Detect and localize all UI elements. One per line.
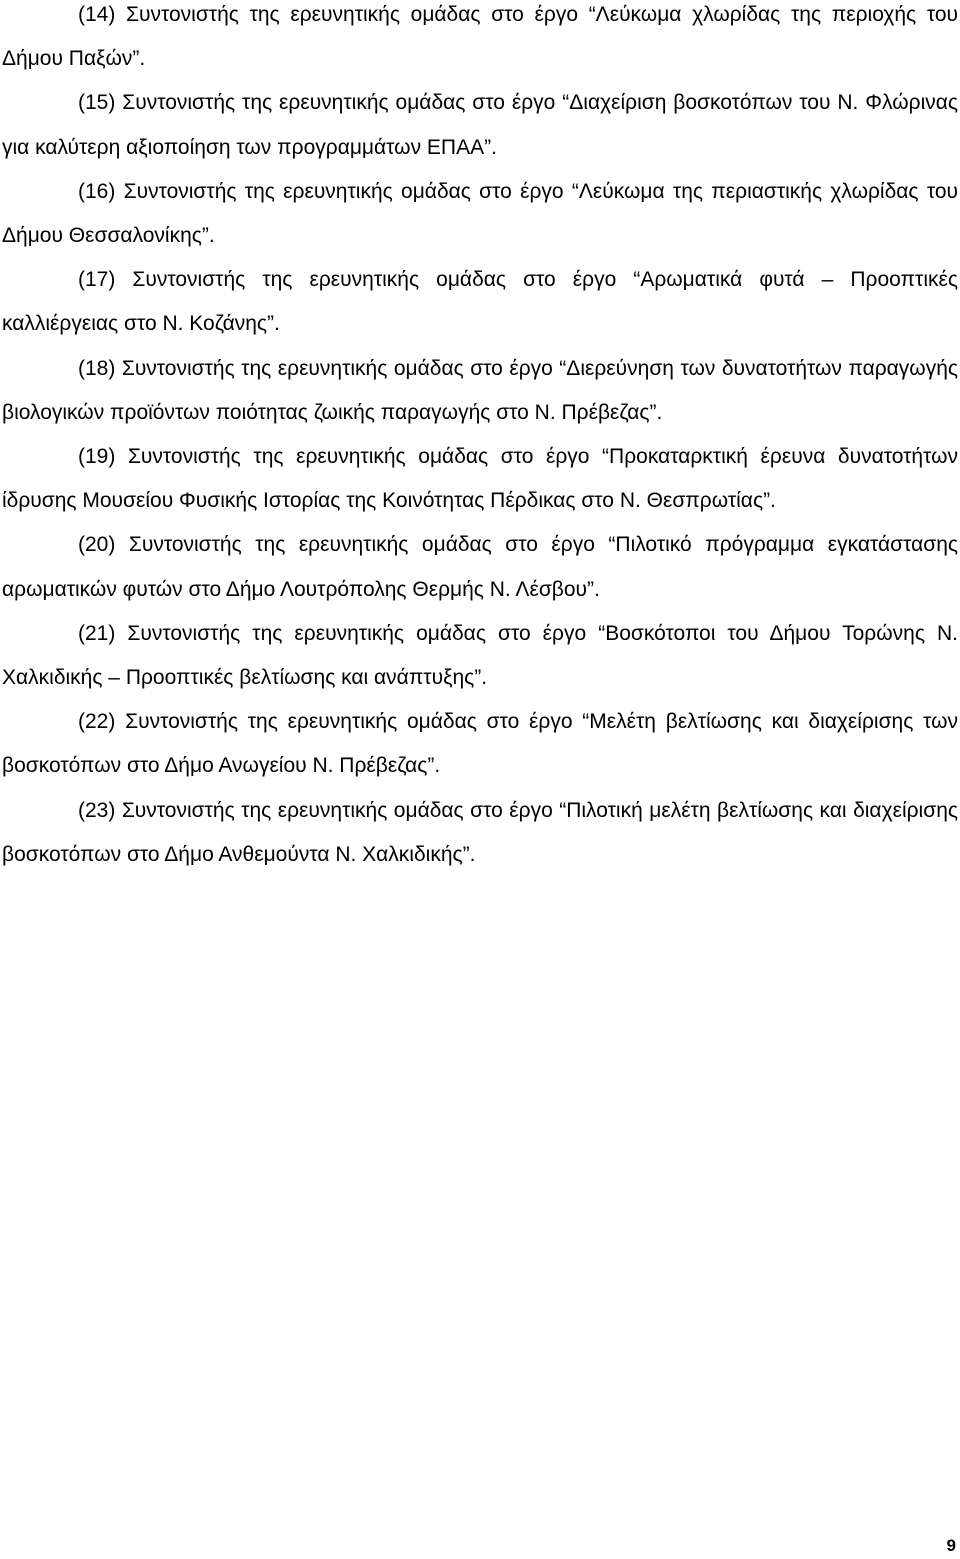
document-body [2, 0, 958, 877]
paragraph-item-14: (14) Συντονιστής της ερευνητικής ομάδας στο έργο “Λεύκωμα χλωρίδας της περιοχής του Δήμου Παξών”. [2, 3, 958, 71]
paragraph-item-17: (17) Συντονιστής της ερευνητικής ομάδας στο έργο “Αρωματικά φυτά – Προοπτικές καλλιέργειας στο Ν. Κοζάνης”. [2, 268, 958, 336]
paragraph-item-18: (18) Συντονιστής της ερευνητικής ομάδας στο έργο “Διερεύνηση των δυνατοτήτων παραγωγής βιολογικών προϊόντων ποιότητας ζωικής παραγωγής στο Ν. Πρέβεζας”. [2, 356, 958, 424]
page-number: 9 [946, 1536, 956, 1555]
paragraph-item-23: (23) Συντονιστής της ερευνητικής ομάδας στο έργο “Πιλοτική μελέτη βελτίωσης και διαχείρισης βοσκοτόπων στο Δήμο Ανθεμούντα Ν. Χαλκιδικής”. [2, 798, 958, 866]
paragraph-item-20: (20) Συντονιστής της ερευνητικής ομάδας στο έργο “Πιλοτικό πρόγραμμα εγκατάστασης αρωματικών φυτών στο Δήμο Λουτρόπολης Θερμής Ν. Λέσβου”. [2, 533, 958, 601]
paragraph-item-16: (16) Συντονιστής της ερευνητικής ομάδας στο έργο “Λεύκωμα της περιαστικής χλωρίδας του Δήμου Θεσσαλονίκης”. [2, 179, 958, 248]
paragraph-item-22: (22) Συντονιστής της ερευνητικής ομάδας στο έργο “Μελέτη βελτίωσης και διαχείρισης των βοσκοτόπων στο Δήμο Ανωγείου Ν. Πρέβεζας”. [2, 710, 958, 778]
paragraph-item-21: (21) Συντονιστής της ερευνητικής ομάδας στο έργο “Βοσκότοποι του Δήμου Τορώνης Ν. Χαλκιδικής – Προοπτικές βελτίωσης και ανάπτυξης”. [2, 621, 958, 690]
paragraph-item-15: (15) Συντονιστής της ερευνητικής ομάδας στο έργο “Διαχείριση βοσκοτόπων του Ν. Φλώρινας για καλύτερη αξιοποίηση των προγραμμάτων ΕΠΑΑ”. [2, 91, 958, 159]
paragraph-item-19: (19) Συντονιστής της ερευνητικής ομάδας στο έργο “Προκαταρκτική έρευνα δυνατοτήτων ίδρυσης Μουσείου Φυσικής Ιστορίας της Κοινότητας Πέρδικας στο Ν. Θεσπρωτίας”. [2, 445, 958, 513]
